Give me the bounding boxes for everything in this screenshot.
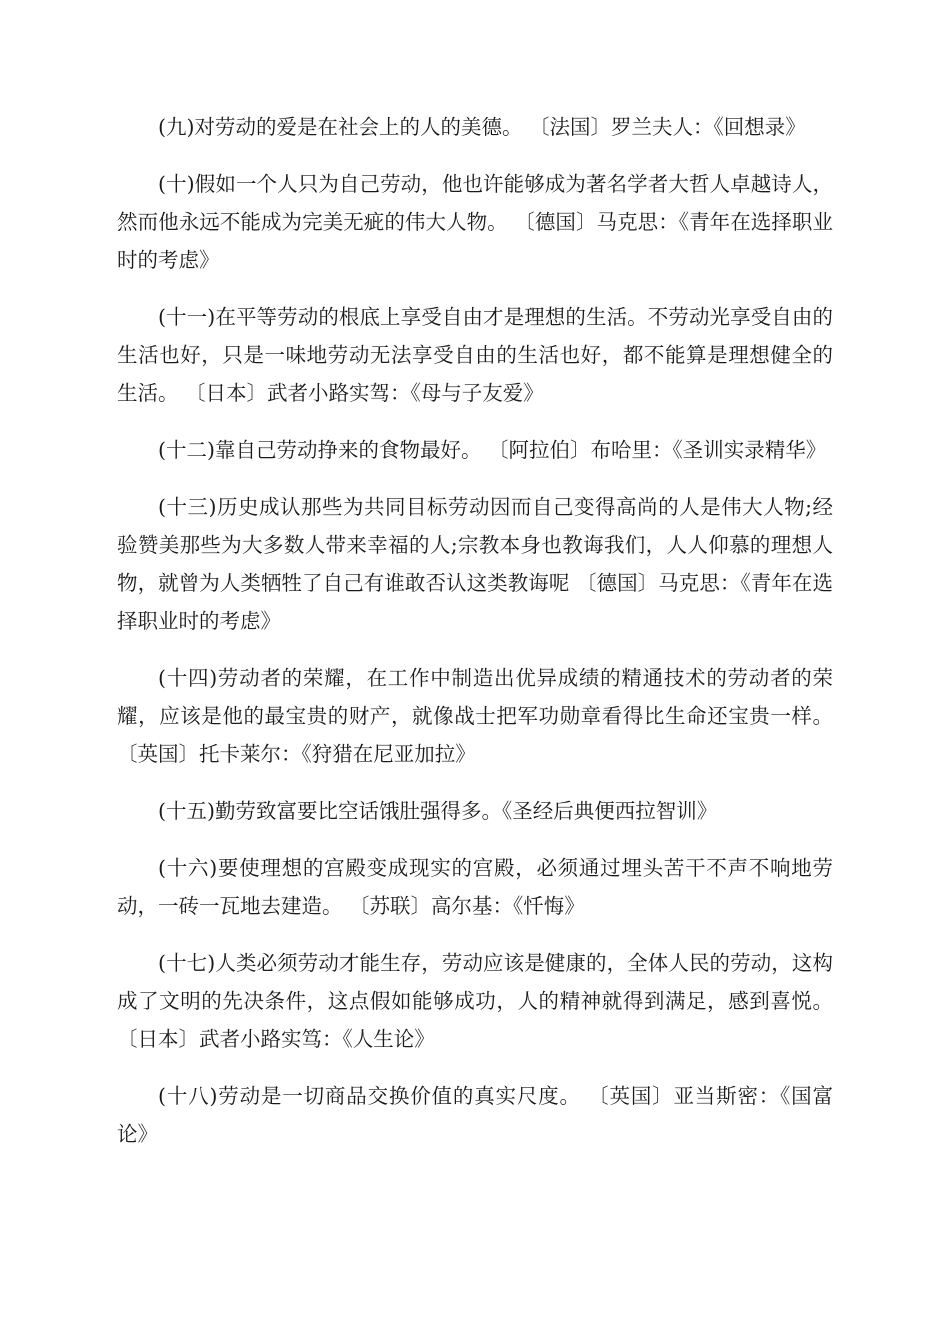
quote-paragraph-17: (十七)人类必须劳动才能生存，劳动应该是健康的，全体人民的劳动，这构成了文明的先决条件，这点假如能够成功，人的精神就得到满足，感到喜悦。 〔日本〕武者小路实笃：《人生论》 bbox=[117, 951, 833, 1051]
quote-paragraph-13: (十三)历史成认那些为共同目标劳动因而自己变得高尚的人是伟大人物;经验赞美那些为大多数人带来幸福的人;宗教本身也教诲我们，人人仰慕的理想人物，就曾为人类牺牲了自己有谁敢否认这类教诲呢 〔德国〕马克思：《青年在选择职业时的考虑》 bbox=[117, 495, 833, 633]
quote-paragraph-10: (十)假如一个人只为自己劳动，他也许能够成为著名学者大哲人卓越诗人，然而他永远不能成为完美无疵的伟大人物。 〔德国〕马克思：《青年在选择职业时的考虑》 bbox=[117, 172, 833, 272]
document-page bbox=[117, 108, 833, 1172]
quote-paragraph-9: (九)对劳动的爱是在社会上的人的美德。 〔法国〕罗兰夫人：《回想录》 bbox=[158, 115, 806, 139]
quote-paragraph-15: (十五)勤劳致富要比空话饿肚强得多。《圣经后典便西拉智训》 bbox=[158, 799, 718, 823]
quote-paragraph-11: (十一)在平等劳动的根底上享受自由才是理想的生活。不劳动光享受自由的生活也好，只是一味地劳动无法享受自由的生活也好，都不能算是理想健全的生活。 〔日本〕武者小路实驾：《母与子友爱》 bbox=[117, 305, 833, 405]
quote-paragraph-14: (十四)劳动者的荣耀，在工作中制造出优异成绩的精通技术的劳动者的荣耀，应该是他的最宝贵的财产，就像战士把军功勋章看得比生命还宝贵一样。 〔英国〕托卡莱尔：《狩猎在尼亚加拉》 bbox=[117, 666, 833, 766]
quote-paragraph-16: (十六)要使理想的宫殿变成现实的宫殿，必须通过埋头苦干不声不响地劳动，一砖一瓦地去建造。 〔苏联〕高尔基：《忏悔》 bbox=[117, 856, 833, 918]
quote-paragraph-12: (十二)靠自己劳动挣来的食物最好。 〔阿拉伯〕布哈里：《圣训实录精华》 bbox=[158, 438, 827, 462]
quote-paragraph-18: (十八)劳动是一切商品交换价值的真实尺度。 〔英国〕亚当斯密：《国富论》 bbox=[117, 1084, 833, 1146]
